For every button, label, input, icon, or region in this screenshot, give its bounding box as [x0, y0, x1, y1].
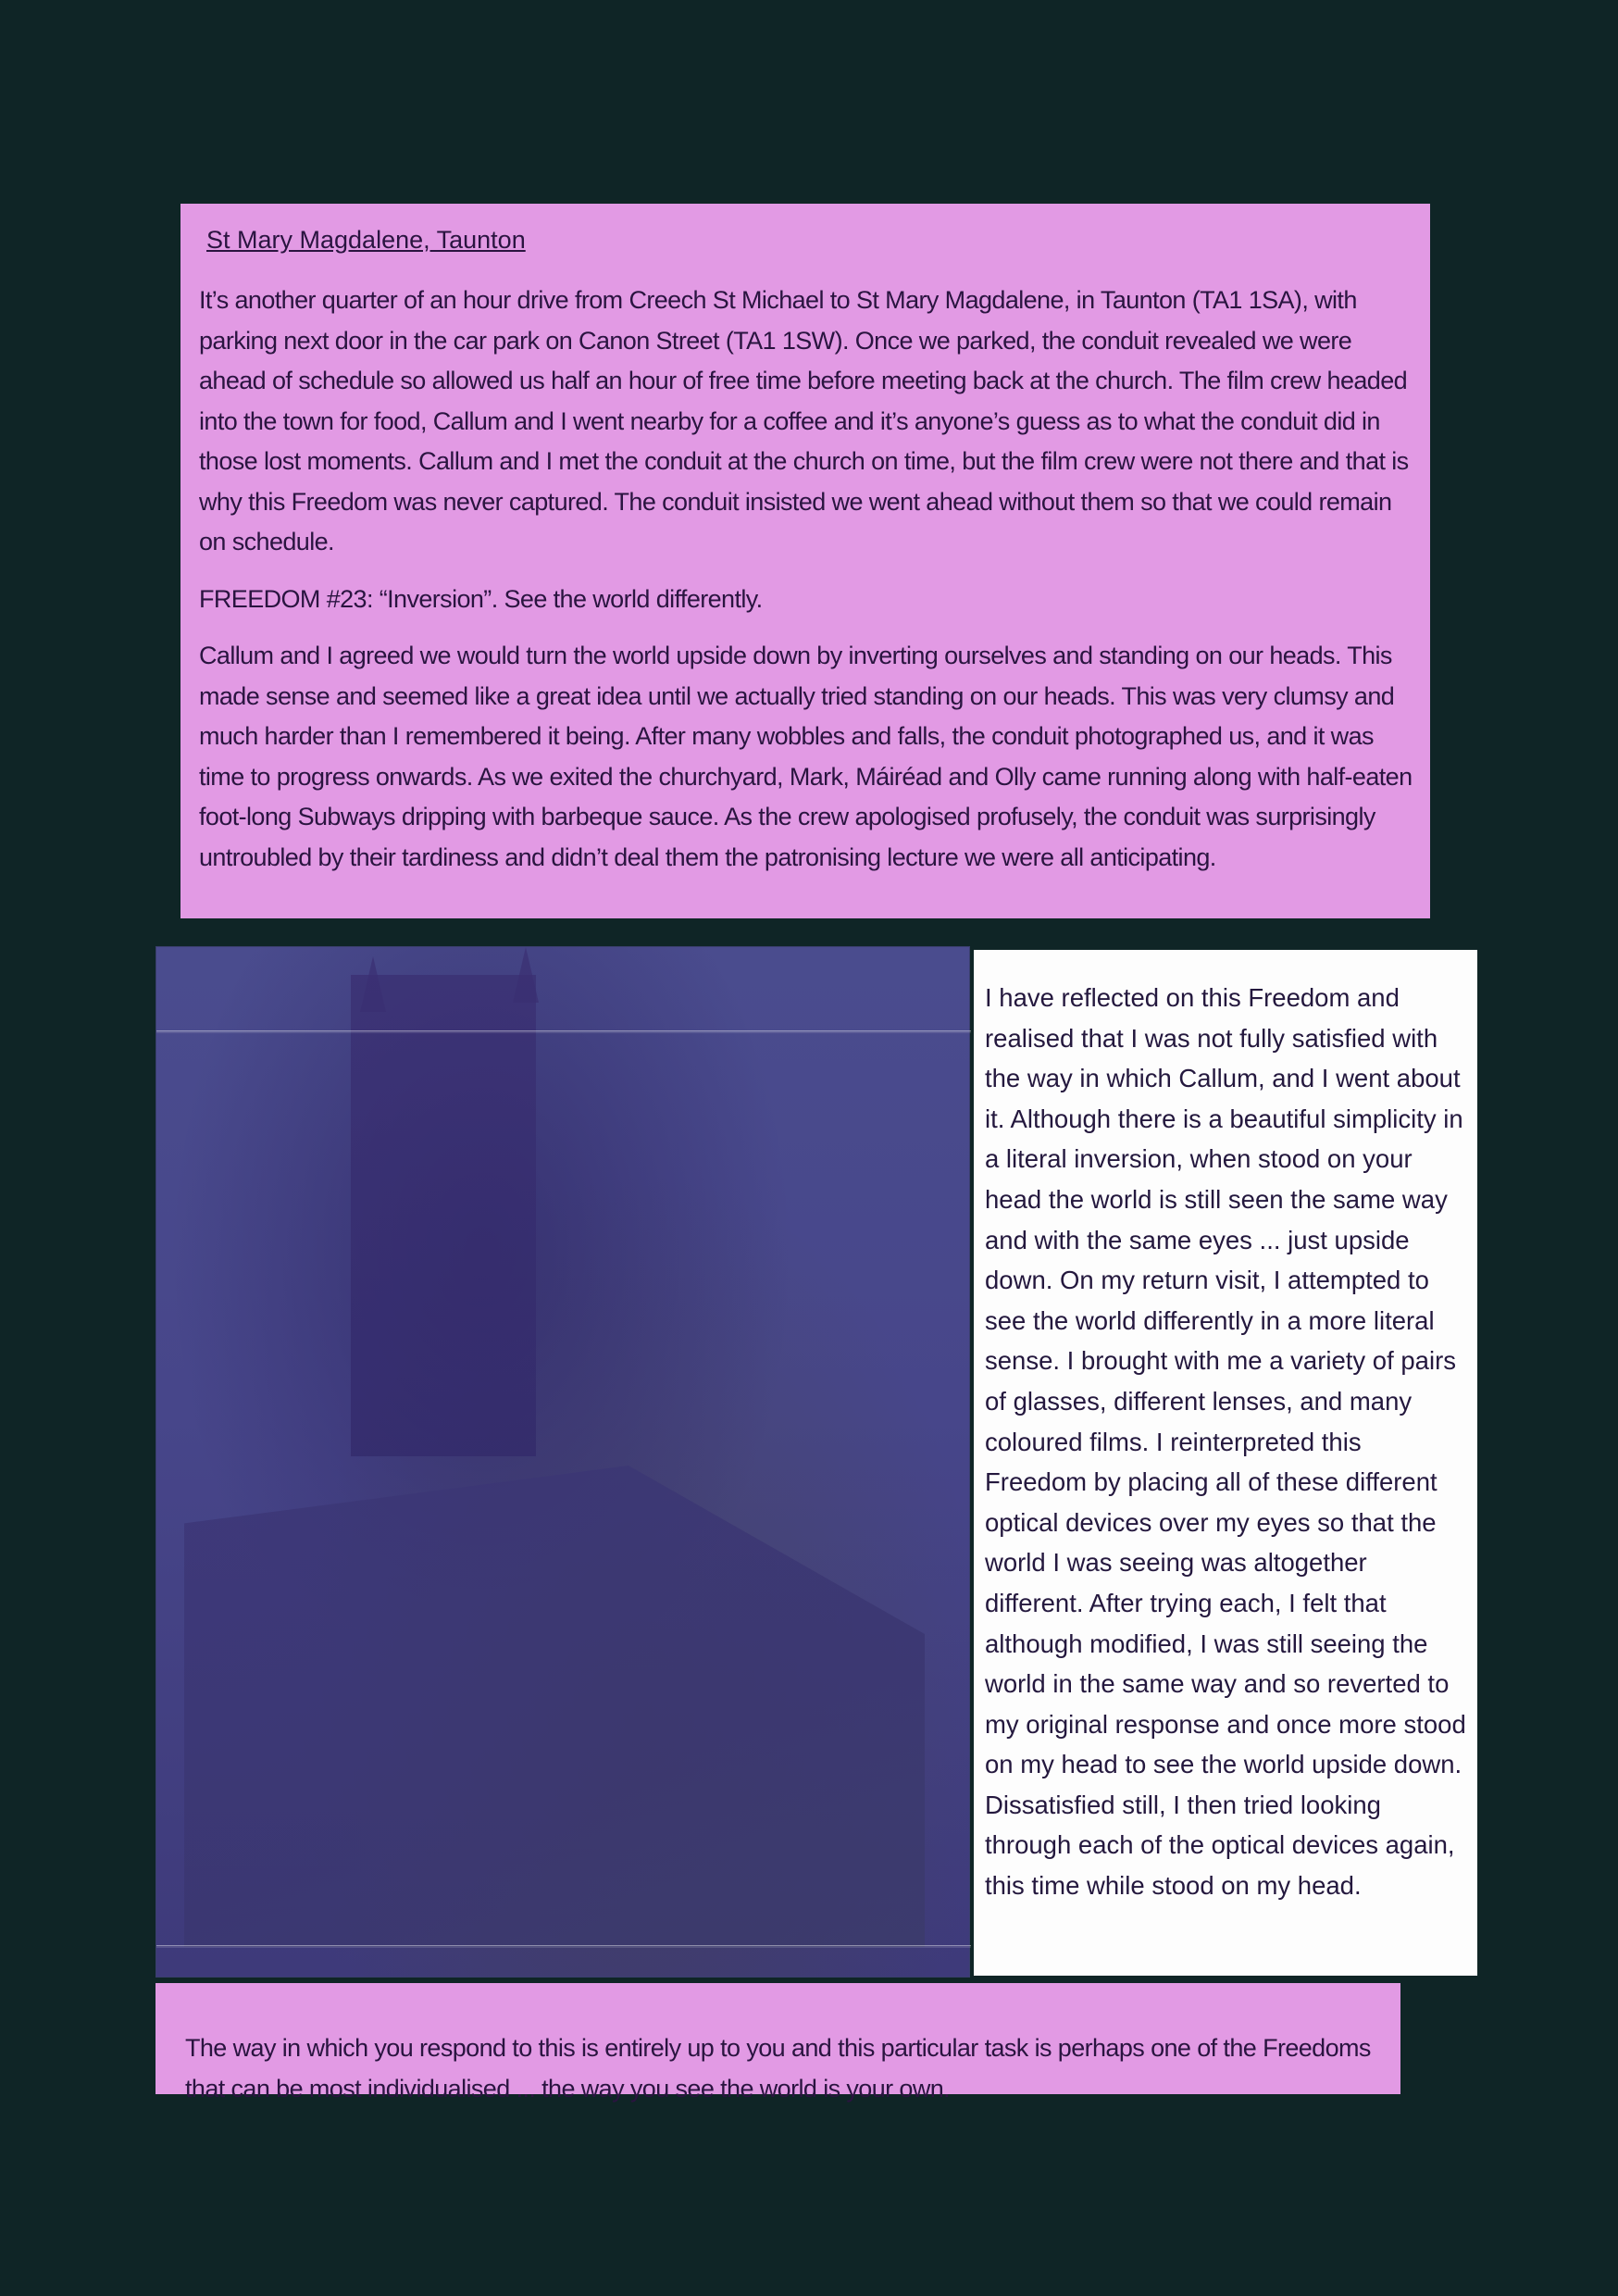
tape-strip: [156, 1030, 971, 1033]
church-tower-shape: [351, 975, 536, 1456]
page-title: St Mary Magdalene, Taunton: [206, 226, 526, 254]
freedom-heading: FREEDOM #23: “Inversion”. See the world differently.: [199, 584, 763, 613]
closing-paragraph: The way in which you respond to this is entirely up to you and this particular task is perhaps one of the Freedoms that can be most individualised ... the way you see the world is your own.: [185, 2034, 1371, 2103]
reflection-paragraph: I have reflected on this Freedom and realised that I was not fully satisfied with the way in which Callum, and I went about it. Although there is a beautiful simplicity in a literal inversion, when stood on your head the world is still seen the same way and with the same eyes ... just upside down. On my return visit, I attempted to see the world differently in a more literal sense. I brought with me a variety of pairs of glasses, different lenses, and many coloured films. I reinterpreted this Freedom by placing all of these different optical devices over my eyes so that the world I was seeing was altogether different. After trying each, I felt that although modified, I was still seeing the world in the same way and so reverted to my original response and once more stood on my head to see the world upside down. Dissatisfied still, I then tried looking through each of the optical devices again, this time while stood on my head.: [985, 983, 1466, 1901]
reflection-text-panel: [974, 950, 1477, 1976]
top-text-panel: [180, 204, 1430, 918]
church-photograph: [156, 946, 970, 1978]
tape-strip: [156, 1945, 971, 1948]
intro-paragraph: It’s another quarter of an hour drive from Creech St Michael to St Mary Magdalene, in Taunton (TA1 1SA), with parking next door in the car park on Canon Street (TA1 1SW). Once we parked, the conduit revealed we were ahead of schedule so allowed us half an hour of free time before meeting back at the church. The film crew headed into the town for food, Callum and I went nearby for a coffee and it’s anyone’s guess as to what the conduit did in those lost moments. Callum and I met the conduit at the church on time, but the film crew were not there and that is why this Freedom was never captured. The conduit insisted we went ahead without them so that we could remain on schedule.: [199, 286, 1409, 555]
bottom-text-panel: [156, 1983, 1400, 2103]
freedom-description: Callum and I agreed we would turn the world upside down by inverting ourselves and standing on our heads. This made sense and seemed like a great idea until we actually tried standing on our heads. This was very clumsy and much harder than I remembered it being. After many wobbles and falls, the conduit photographed us, and it was time to progress onwards. As we exited the churchyard, Mark, Máiréad and Olly came running along with half-eaten foot-long Subways dripping with barbeque sauce. As the crew apologised profusely, the conduit was surprisingly untroubled by their tardiness and didn’t deal them the patronising lecture we were all anticipating.: [199, 642, 1413, 871]
church-nave-shape: [184, 1466, 925, 1947]
